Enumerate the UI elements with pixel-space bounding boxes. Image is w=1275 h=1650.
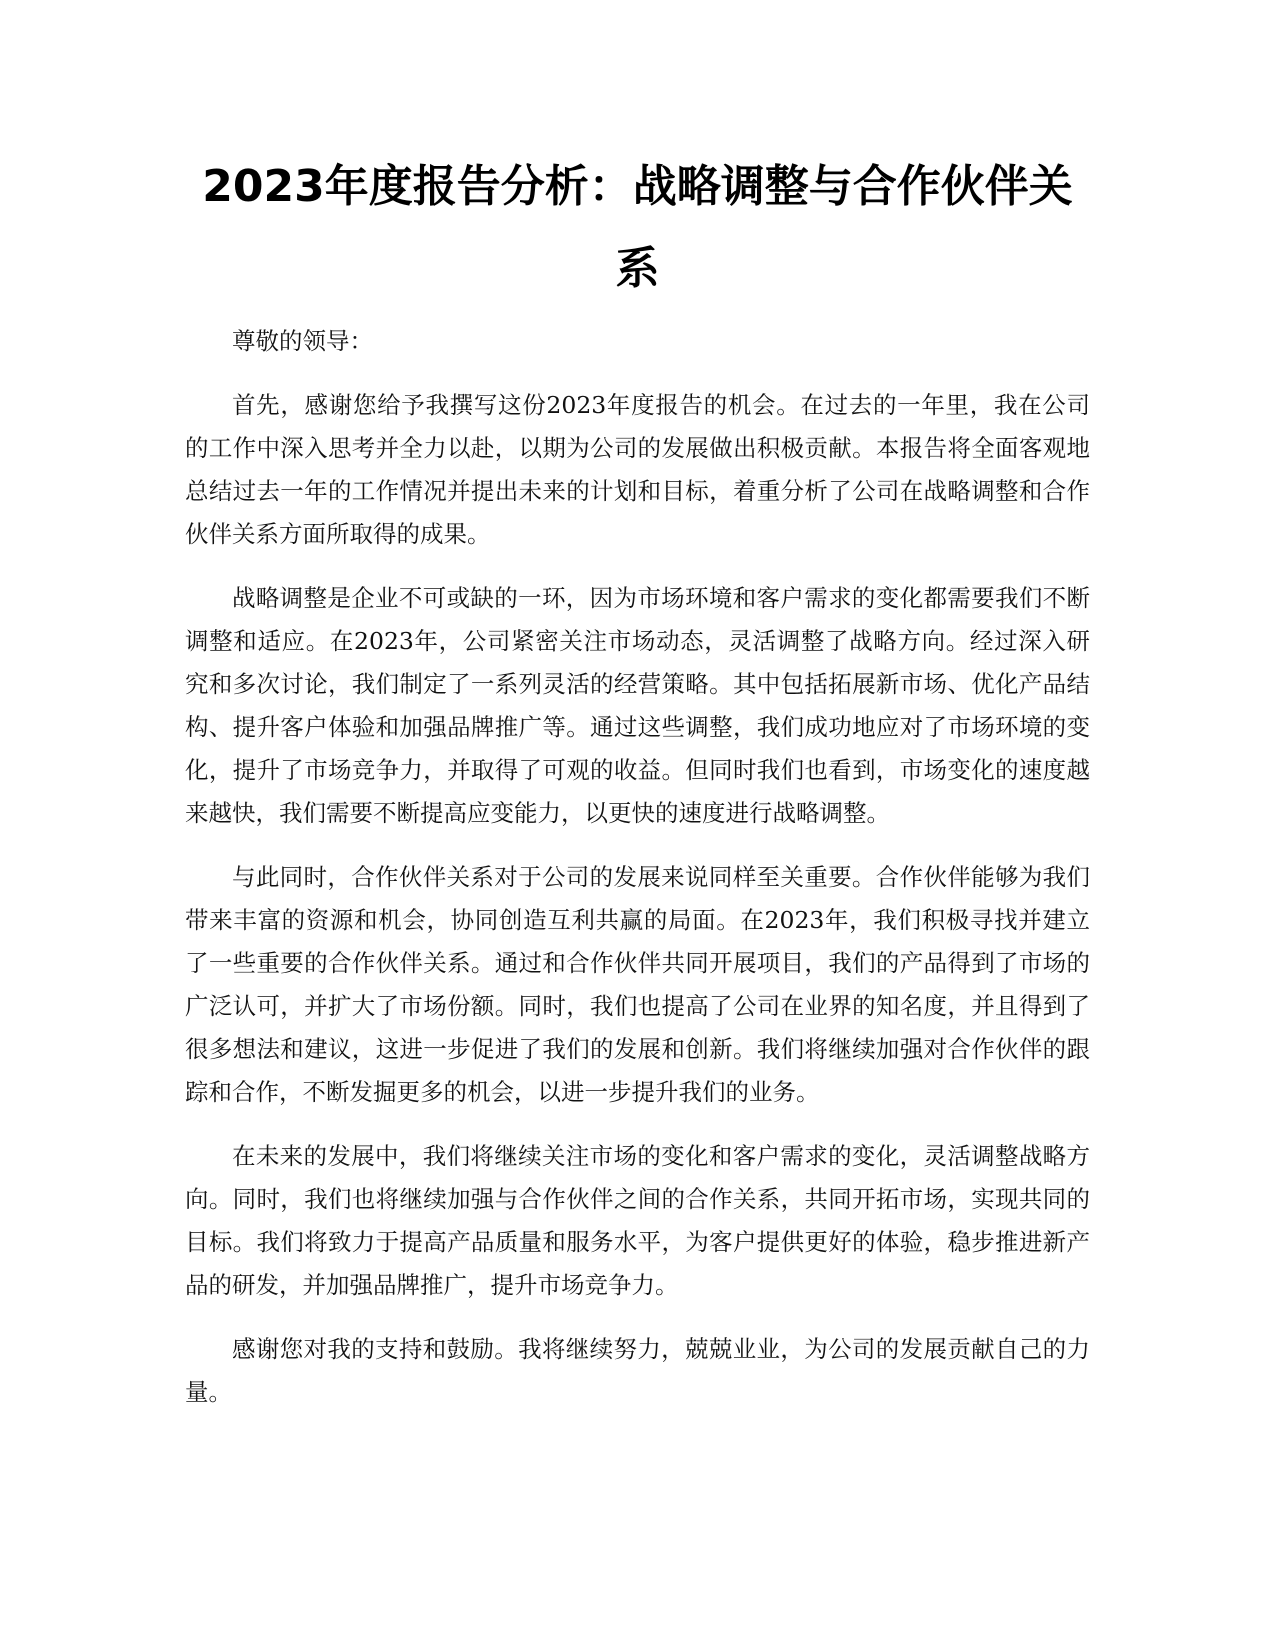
closing-paragraph: 感谢您对我的支持和鼓励。我将继续努力，兢兢业业，为公司的发展贡献自己的力量。 (185, 1335, 1090, 1406)
document-title: 2023年度报告分析：战略调整与合作伙伴关系 (202, 161, 1073, 294)
salutation-paragraph: 尊敬的领导： (232, 327, 373, 355)
future-paragraph: 在未来的发展中，我们将继续关注市场的变化和客户需求的变化，灵活调整战略方向。同时，我们也将继续加强与合作伙伴之间的合作关系，共同开拓市场，实现共同的目标。我们将致力于提高产品质量和服务水平，为客户提供更好的体验，稳步推进新产品的研发，并加强品牌推广，提升市场竞争力。 (185, 1142, 1090, 1299)
strategy-paragraph: 战略调整是企业不可或缺的一环，因为市场环境和客户需求的变化都需要我们不断调整和适应。在2023年，公司紧密关注市场动态，灵活调整了战略方向。经过深入研究和多次讨论，我们制定了一系列灵活的经营策略。其中包括拓展新市场、优化产品结构、提升客户体验和加强品牌推广等。通过这些调整，我们成功地应对了市场环境的变化，提升了市场竞争力，并取得了可观的收益。但同时我们也看到，市场变化的速度越来越快，我们需要不断提高应变能力，以更快的速度进行战略调整。 (185, 584, 1090, 827)
document-body (185, 320, 1090, 1435)
partnership-paragraph: 与此同时，合作伙伴关系对于公司的发展来说同样至关重要。合作伙伴能够为我们带来丰富的资源和机会，协同创造互利共赢的局面。在2023年，我们积极寻找并建立了一些重要的合作伙伴关系。通过和合作伙伴共同开展项目，我们的产品得到了市场的广泛认可，并扩大了市场份额。同时，我们也提高了公司在业界的知名度，并且得到了很多想法和建议，这进一步促进了我们的发展和创新。我们将继续加强对合作伙伴的跟踪和合作，不断发掘更多的机会，以进一步提升我们的业务。 (185, 863, 1090, 1106)
intro-paragraph: 首先，感谢您给予我撰写这份2023年度报告的机会。在过去的一年里，我在公司的工作中深入思考并全力以赴，以期为公司的发展做出积极贡献。本报告将全面客观地总结过去一年的工作情况并提出未来的计划和目标，着重分析了公司在战略调整和合作伙伴关系方面所取得的成果。 (185, 391, 1090, 548)
